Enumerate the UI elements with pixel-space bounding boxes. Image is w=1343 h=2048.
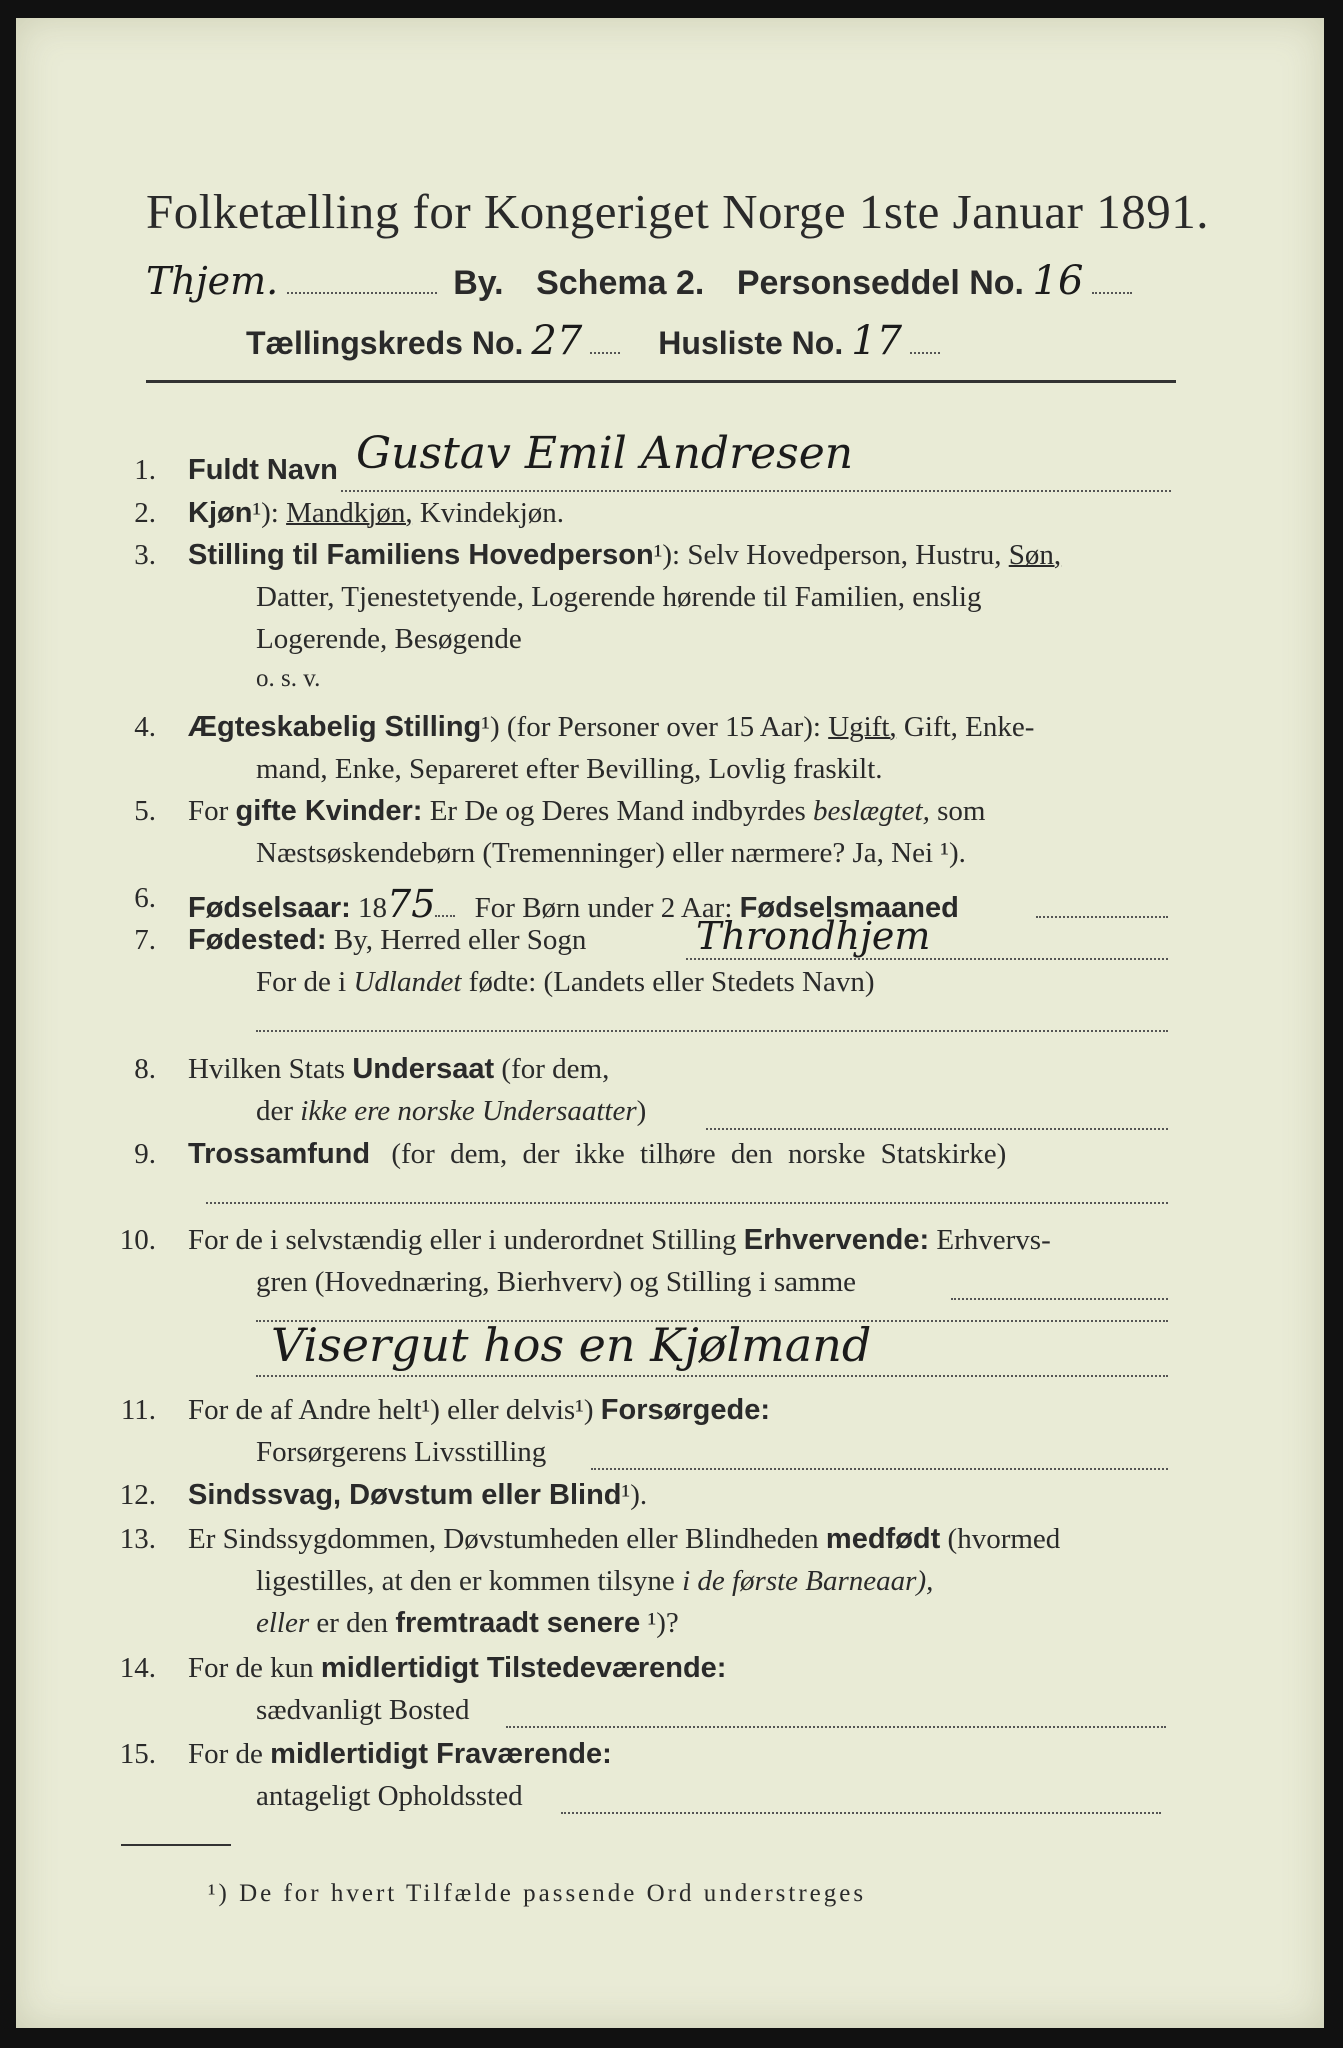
kreds-number: 27 xyxy=(531,318,583,364)
family-position-line-2: Datter, Tjenestetyende, Logerende hørende til Familien, enslig xyxy=(256,581,982,613)
congenital-text: (hvormed xyxy=(947,1523,1061,1555)
item-number: 4. xyxy=(134,711,156,743)
occupation-pre: For de i selvstændig eller i underordnet Stilling xyxy=(188,1224,737,1256)
sex-male-underlined: Mandkjøn, xyxy=(286,497,413,529)
item-number: 11. xyxy=(120,1394,156,1426)
disability-label: Sindssvag, Døvstum eller Blind xyxy=(188,1479,622,1511)
city-dotline xyxy=(287,292,437,294)
husliste-label: Husliste No. xyxy=(658,325,844,361)
birthplace-text: By, Herred eller Sogn xyxy=(333,924,587,956)
family-position-line-3: Logerende, Besøgende xyxy=(256,623,522,655)
family-position-line-4: o. s. v. xyxy=(256,665,321,692)
supported-pre: For de af Andre helt¹) eller delvis¹) xyxy=(188,1394,594,1426)
item-number: 6. xyxy=(134,882,156,914)
occupation-line-2: gren (Hovednæring, Bierhverv) og Stilling i samme xyxy=(256,1266,857,1298)
birthplace-label: Fødested: xyxy=(188,924,327,956)
occupation-text: Erhvervs- xyxy=(936,1224,1051,1256)
item-number: 5. xyxy=(134,795,156,827)
item-number: 12. xyxy=(119,1479,156,1511)
birthplace-abroad: Udlandet xyxy=(353,966,462,998)
birth-year-label: Fødselsaar: xyxy=(188,892,351,924)
header-line-2 xyxy=(246,318,940,364)
husliste-number: 17 xyxy=(851,318,903,364)
supported-line-2: Forsørgerens Livsstilling xyxy=(256,1436,547,1468)
temporary-present-dotline xyxy=(506,1726,1166,1728)
religion-dotline xyxy=(206,1202,1168,1204)
married-women-line-2: Næstsøskendebørn (Tremenninger) eller nærmere? Ja, Nei ¹). xyxy=(256,837,966,869)
congenital-line-2-text: ligestilles, at den er kommen tilsyne xyxy=(256,1565,675,1597)
personseddel-label: Personseddel No. xyxy=(736,264,1025,302)
birth-year-answer: 75 xyxy=(387,882,436,926)
birth-month-dotline xyxy=(1036,916,1168,918)
footnote-ref: ¹)? xyxy=(647,1607,679,1639)
schema-label: Schema 2. xyxy=(536,264,705,302)
married-women-label: gifte Kvinder: xyxy=(235,795,423,827)
citizenship-pre: Hvilken Stats xyxy=(188,1053,346,1085)
sex-female: Kvindekjøn. xyxy=(419,497,565,529)
city-handwritten: Thjem. xyxy=(146,259,279,303)
temporary-absent-label: midlertidigt Fraværende: xyxy=(270,1738,612,1770)
birthplace-dotline xyxy=(686,958,1168,960)
birthplace-line-2 xyxy=(256,966,875,999)
item-9 xyxy=(188,1138,1006,1171)
temporary-present-pre: For de kun xyxy=(188,1652,314,1684)
acquired-later-label: fremtraadt senere xyxy=(395,1607,641,1639)
form-title: Folketælling for Kongeriget Norge 1ste Januar 1891. xyxy=(146,184,1209,239)
married-women-text-2: som xyxy=(937,795,986,827)
family-position-label: Stilling til Familiens Hovedperson xyxy=(188,539,654,571)
item-number: 7. xyxy=(134,924,156,956)
marital-status-text-2: Gift, Enke- xyxy=(903,711,1035,743)
item-number: 9. xyxy=(134,1138,156,1170)
kreds-label: Tællingskreds No. xyxy=(246,325,524,361)
congenital-pre: Er Sindssygdommen, Døvstumheden eller Blindheden xyxy=(188,1523,819,1555)
birthplace-abroad-dotline xyxy=(256,1030,1168,1032)
temporary-present-label: midlertidigt Tilstedeværende: xyxy=(320,1652,727,1684)
temporary-absent-pre: For de xyxy=(188,1738,263,1770)
header-line-1 xyxy=(146,258,1132,304)
item-1 xyxy=(188,454,338,487)
religion-text: (for dem, der ikke tilhøre den norske Statskirke) xyxy=(391,1138,1007,1170)
full-name-answer: Gustav Emil Andresen xyxy=(356,428,854,479)
supported-label: Forsørgede: xyxy=(600,1394,770,1426)
temporary-present-line-2: sædvanligt Bosted xyxy=(256,1694,470,1726)
item-7 xyxy=(188,924,586,957)
family-position-son-underlined: Søn, xyxy=(1008,539,1062,571)
congenital-label: medfødt xyxy=(825,1523,941,1555)
item-11 xyxy=(188,1394,770,1427)
item-3 xyxy=(188,539,1061,572)
birthplace-answer: Throndhjem xyxy=(696,914,931,958)
birthplace-abroad-text: fødte: (Landets eller Stedets Navn) xyxy=(468,966,875,998)
citizenship-line-2-italic: ikke ere norske Undersaatter xyxy=(300,1095,637,1127)
congenital-line-3-text: er den xyxy=(316,1607,389,1639)
birth-month-label: Fødselsmaaned xyxy=(739,892,959,924)
item-number: 15. xyxy=(119,1738,156,1770)
citizenship-dotline xyxy=(706,1128,1168,1130)
item-14 xyxy=(188,1652,726,1685)
occupation-answer: Visergut hos en Kjølmand xyxy=(271,1318,872,1372)
citizenship-label: Undersaat xyxy=(352,1053,495,1085)
by-label: By. xyxy=(453,264,504,302)
item-number: 14. xyxy=(119,1652,156,1684)
married-women-pre: For xyxy=(188,795,229,827)
citizenship-text: (for dem, xyxy=(501,1053,610,1085)
item-number: 3. xyxy=(134,539,156,571)
temporary-absent-dotline xyxy=(561,1812,1161,1814)
birth-year-dotline xyxy=(435,915,455,917)
census-form xyxy=(16,18,1324,2028)
citizenship-line-2-pre: der xyxy=(256,1095,294,1127)
personseddel-number: 16 xyxy=(1032,258,1084,304)
marital-status-label: Ægteskabelig Stilling xyxy=(188,711,482,743)
occupation-dotline-3 xyxy=(256,1375,1168,1377)
congenital-line-2 xyxy=(256,1565,933,1598)
citizenship-line-2 xyxy=(256,1095,646,1128)
occupation-label: Erhvervende: xyxy=(743,1224,930,1256)
personseddel-dotline xyxy=(1092,292,1132,294)
husliste-dotline xyxy=(910,352,940,354)
family-position-line-1: ¹): Selv Hovedperson, Hustru, xyxy=(653,539,1002,571)
header-rule xyxy=(146,380,1176,383)
congenital-line-3 xyxy=(256,1607,679,1640)
supported-dotline xyxy=(591,1468,1168,1470)
congenital-line-2-italic: i de første Barneaar), xyxy=(682,1565,934,1597)
item-number: 13. xyxy=(119,1523,156,1555)
item-5 xyxy=(188,795,985,828)
item-8 xyxy=(188,1053,609,1086)
footnote-text: ¹) De for hvert Tilfælde passende Ord understreges xyxy=(208,1880,867,1907)
occupation-dotline-1 xyxy=(951,1298,1168,1300)
religion-label: Trossamfund xyxy=(188,1138,371,1170)
full-name-dotline xyxy=(341,490,1171,492)
sex-label: Kjøn xyxy=(188,497,253,529)
item-15 xyxy=(188,1738,612,1771)
footnote-rule xyxy=(121,1844,231,1846)
full-name-label: Fuldt Navn xyxy=(188,454,338,486)
item-number: 8. xyxy=(134,1053,156,1085)
item-number: 2. xyxy=(134,497,156,529)
birth-month-intro: For Børn under 2 Aar: xyxy=(474,892,733,924)
item-10 xyxy=(188,1224,1051,1257)
married-women-related: beslægtet, xyxy=(813,795,930,827)
congenital-line-3-italic: eller xyxy=(256,1607,310,1639)
footnote-ref: ¹). xyxy=(621,1479,648,1511)
item-12 xyxy=(188,1479,647,1512)
temporary-absent-line-2: antageligt Opholdssted xyxy=(256,1780,523,1812)
married-women-text: Er De og Deres Mand indbyrdes xyxy=(429,795,806,827)
marital-status-text: ¹) (for Personer over 15 Aar): xyxy=(481,711,821,743)
birthplace-abroad-pre: For de i xyxy=(256,966,347,998)
birth-year-prefix: 18 xyxy=(358,892,388,924)
marital-status-line-2: mand, Enke, Separeret efter Bevilling, Lovlig fraskilt. xyxy=(256,753,883,785)
marital-unmarried-underlined: Ugift, xyxy=(828,711,897,743)
item-13 xyxy=(188,1523,1060,1556)
item-number: 10. xyxy=(119,1224,156,1256)
footnote-ref: ¹): xyxy=(252,497,279,529)
item-number: 1. xyxy=(134,454,156,486)
citizenship-line-2-post: ) xyxy=(636,1095,647,1127)
item-4 xyxy=(188,711,1034,744)
kreds-dotline xyxy=(590,352,620,354)
item-2 xyxy=(188,497,564,530)
